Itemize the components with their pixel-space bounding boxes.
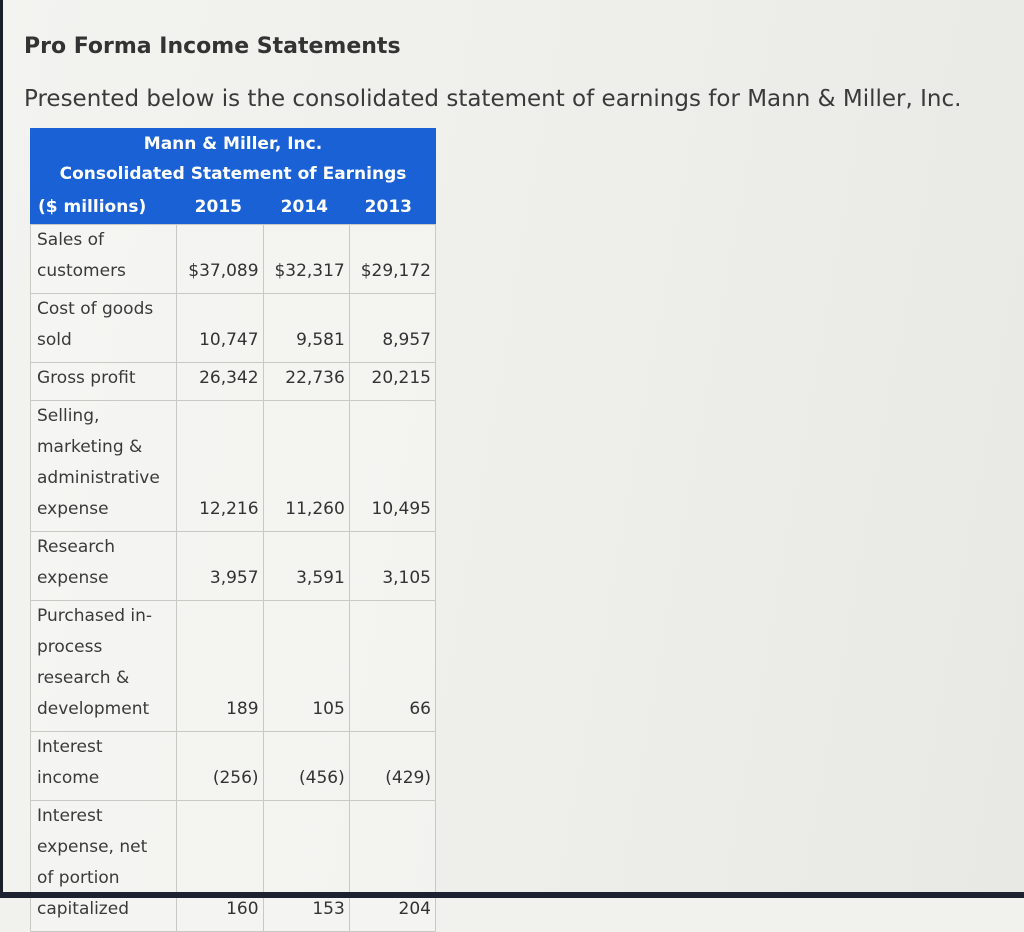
row-label: Cost of goods sold [31, 294, 177, 363]
cell-value: 3,591 [263, 532, 349, 601]
cell-value: $37,089 [177, 225, 263, 294]
cell-value: 12,216 [177, 401, 263, 532]
cell-value: 8,957 [349, 294, 435, 363]
cell-value: 10,495 [349, 401, 435, 532]
cell-value: 10,747 [177, 294, 263, 363]
cell-value: (429) [349, 732, 435, 801]
cell-value: 9,581 [263, 294, 349, 363]
cell-value: 20,215 [349, 363, 435, 401]
company-name: Mann & Miller, Inc. [143, 134, 323, 154]
statement-rows [30, 224, 436, 932]
cell-value: 204 [349, 801, 435, 932]
table-row [31, 401, 436, 532]
year-header-2014: 2014 [280, 197, 328, 217]
income-statement-table [30, 128, 436, 932]
cell-value: 189 [177, 601, 263, 732]
statement-header [30, 128, 436, 224]
row-label: Sales of customers [31, 225, 177, 294]
intro-text: Presented below is the consolidated statement of earnings for Mann & Miller, Inc. [24, 86, 962, 112]
row-label: Selling, marketing & administrative expense [31, 401, 177, 532]
row-label: Research expense [31, 532, 177, 601]
cell-value: 11,260 [263, 401, 349, 532]
cell-value: 22,736 [263, 363, 349, 401]
cell-value: 26,342 [177, 363, 263, 401]
screen-bezel-left [0, 0, 3, 898]
page-heading: Pro Forma Income Statements [24, 34, 401, 59]
year-header-2013: 2013 [364, 197, 412, 217]
cell-value: 105 [263, 601, 349, 732]
row-label: Interest income [31, 732, 177, 801]
cell-value: $32,317 [263, 225, 349, 294]
row-label: Gross profit [31, 363, 177, 401]
table-row [31, 601, 436, 732]
cell-value: 160 [177, 801, 263, 932]
table-row [31, 363, 436, 401]
cell-value: 153 [263, 801, 349, 932]
cell-value: $29,172 [349, 225, 435, 294]
cell-value: (256) [177, 732, 263, 801]
screen-bezel-bottom [0, 892, 1024, 898]
cell-value: 3,105 [349, 532, 435, 601]
table-row [31, 532, 436, 601]
cell-value: 3,957 [177, 532, 263, 601]
row-label: Interest expense, net of portion capitalized [31, 801, 177, 932]
table-row [31, 732, 436, 801]
table-row [31, 225, 436, 294]
units-label: ($ millions) [38, 197, 147, 217]
row-label: Purchased in- process research & development [31, 601, 177, 732]
statement-title: Consolidated Statement of Earnings [59, 164, 407, 184]
table-row [31, 294, 436, 363]
cell-value: (456) [263, 732, 349, 801]
table-row [31, 801, 436, 932]
year-header-2015: 2015 [194, 197, 242, 217]
cell-value: 66 [349, 601, 435, 732]
